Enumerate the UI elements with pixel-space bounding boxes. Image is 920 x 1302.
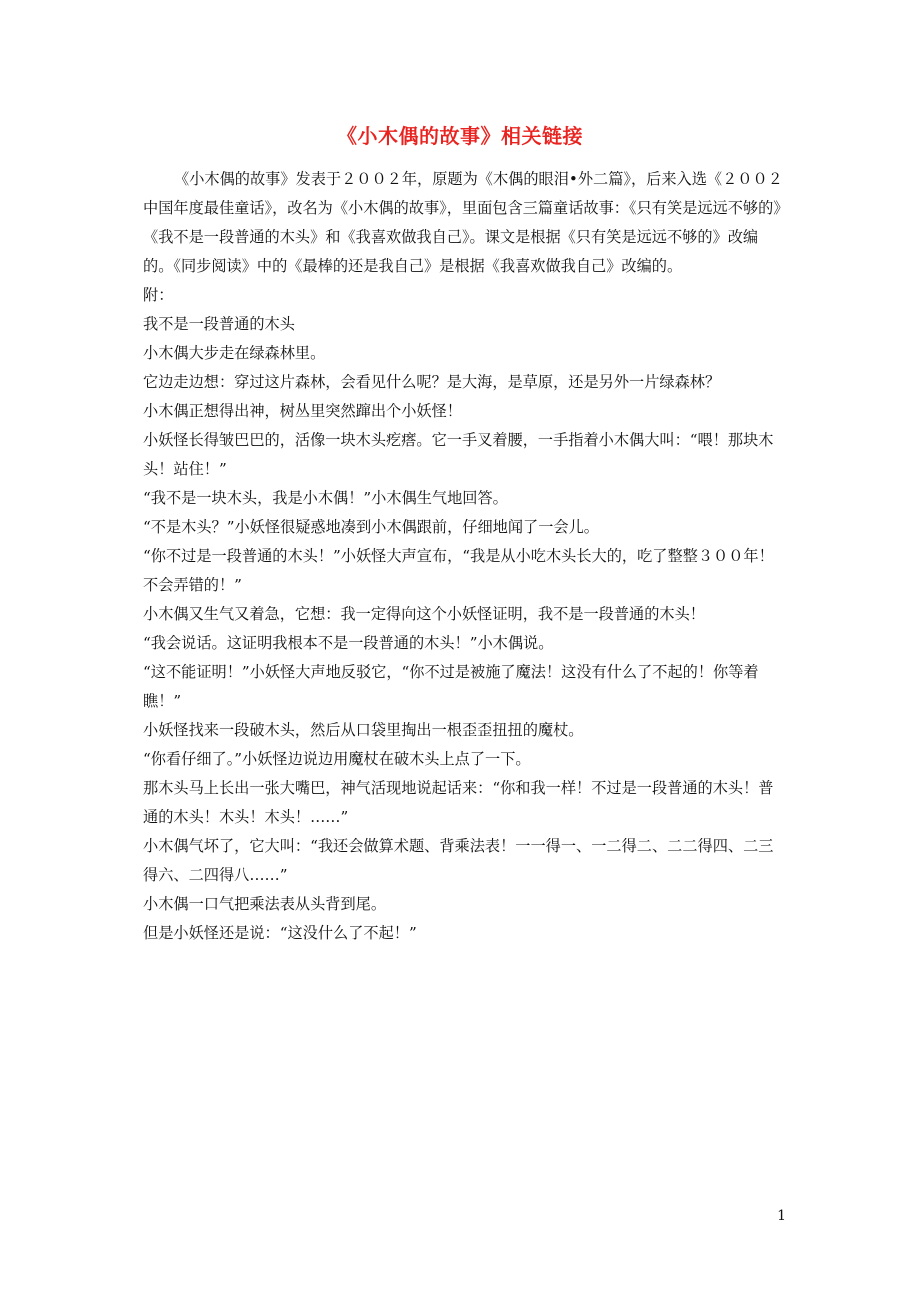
story-paragraph: “我不是一块木头，我是小木偶！”小木偶生气地回答。 (143, 489, 508, 507)
story-paragraph: 那木头马上长出一张大嘴巴，神气活现地说起话来：“你和我一样！不过是一段普通的木头！普通的木头！木头！木头！……” (143, 779, 774, 826)
story-paragraph: “不是木头？”小妖怪很疑惑地凑到小木偶跟前，仔细地闻了一会儿。 (143, 518, 599, 536)
appendix-label: 附： (143, 286, 174, 304)
story-paragraph: 小木偶又生气又着急，它想：我一定得向这个小妖怪证明，我不是一段普通的木头！ (143, 605, 705, 623)
story-paragraph: 小木偶大步走在绿森林里。 (143, 344, 326, 362)
story-paragraph: 小木偶正想得出神，树丛里突然蹿出个小妖怪！ (143, 402, 462, 420)
story-paragraph: 小妖怪长得皱巴巴的，活像一块木头疙瘩。它一手叉着腰，一手指着小木偶大叫：“喂！那块木头！站住！” (143, 431, 774, 478)
story-paragraph: “你看仔细了。”小妖怪边说边用魔杖在破木头上点了一下。 (143, 750, 531, 768)
page-number: 1 (777, 1208, 786, 1224)
story-paragraph: “这不能证明！”小妖怪大声地反驳它，“你不过是被施了魔法！这没有什么了不起的！你等着瞧！” (143, 663, 759, 710)
document-title: 《小木偶的故事》相关链接 (337, 124, 583, 148)
story-title: 我不是一段普通的木头 (143, 315, 295, 333)
story-paragraph: 小木偶气坏了，它大叫：“我还会做算术题、背乘法表！一一得一、一二得二、二二得四、二三得六、二四得八……” (143, 837, 774, 884)
story-paragraph: “我会说话。这证明我根本不是一段普通的木头！”小木偶说。 (143, 634, 554, 652)
story-paragraph: 小妖怪找来一段破木头，然后从口袋里掏出一根歪歪扭扭的魔杖。 (143, 721, 584, 739)
story-paragraph: “你不过是一段普通的木头！”小妖怪大声宣布，“我是从小吃木头长大的，吃了整整３００年！不会弄错的！” (143, 547, 774, 594)
story-paragraph: 但是小妖怪还是说：“这没什么了不起！” (143, 924, 417, 942)
story-paragraph: 小木偶一口气把乘法表从头背到尾。 (143, 895, 386, 913)
intro-paragraph: 《小木偶的故事》发表于２００２年，原题为《木偶的眼泪•外二篇》，后来入选《２００２中国年度最佳童话》，改名为《小木偶的故事》，里面包含三篇童话故事：《只有笑是远远不够的》《我不是一段普通的木头》和《我喜欢做我自己》。课文是根据《只有笑是远远不够的》改编的。《同步阅读》中的《最棒的还是我自己》是根据《我喜欢做我自己》改编的。 (143, 170, 783, 275)
document-body (143, 165, 783, 948)
story-paragraph: 它边走边想：穿过这片森林，会看见什么呢？是大海，是草原，还是另外一片绿森林？ (143, 373, 721, 391)
